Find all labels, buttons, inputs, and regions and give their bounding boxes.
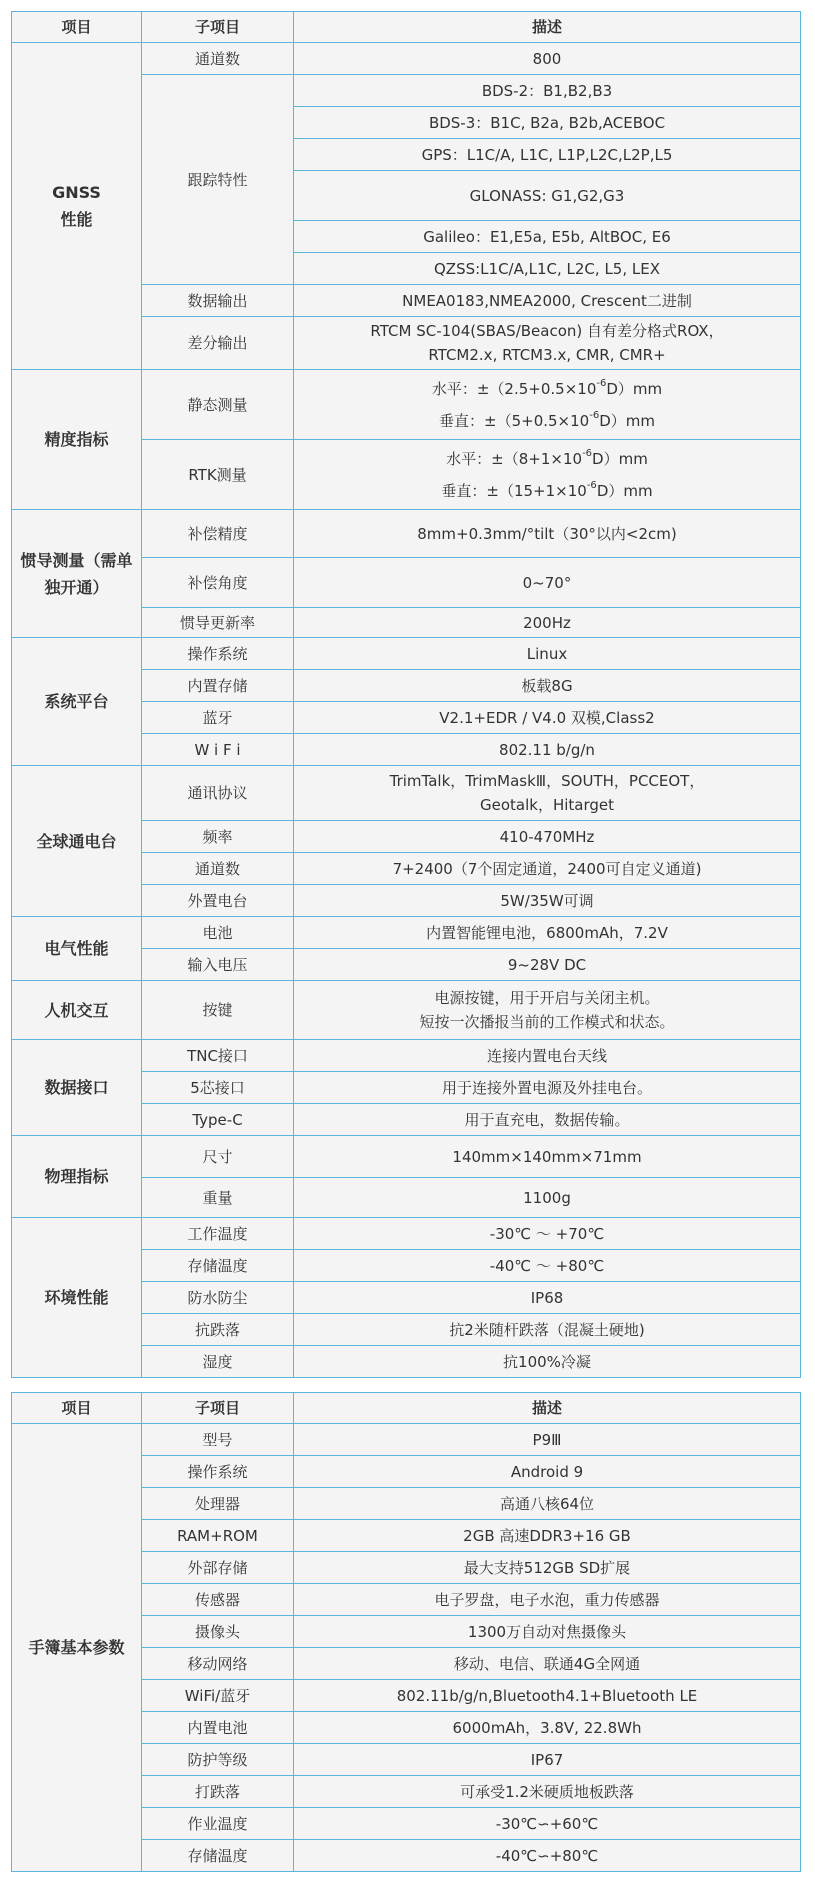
row-value: 7+2400（7个固定通道，2400可自定义通道) — [294, 853, 801, 885]
row-label: 输入电压 — [142, 949, 294, 981]
category-gnss — [12, 43, 142, 370]
row-label: 外置电台 — [142, 885, 294, 917]
row-value: P9Ⅲ — [294, 1424, 801, 1456]
row-value — [294, 981, 801, 1040]
row-value: IP67 — [294, 1744, 801, 1776]
spec-table-controller — [11, 1392, 801, 1872]
row-label: 操作系统 — [142, 1456, 294, 1488]
row-label: 工作温度 — [142, 1218, 294, 1250]
accuracy-vertical: 垂直：$\pm(5+0.5\times 10^{-6}D)mm$ — [439, 409, 655, 430]
row-label: 防水防尘 — [142, 1282, 294, 1314]
row-label: 摄像头 — [142, 1616, 294, 1648]
row-value: GPS：L1C/A, L1C, L1P,L2C,L2P,L5 — [294, 139, 801, 171]
row-label: 补偿精度 — [142, 510, 294, 558]
row-value: 5W/35W可调 — [294, 885, 801, 917]
category-electric: 电气性能 — [12, 917, 142, 981]
category-controller: 手簿基本参数 — [12, 1424, 142, 1872]
row-label: 湿度 — [142, 1346, 294, 1378]
row-value: 802.11 b/g/n — [294, 734, 801, 766]
row-label: 外部存储 — [142, 1552, 294, 1584]
row-value — [294, 317, 801, 370]
row-value: QZSS:L1C/A,L1C, L2C, L5, LEX — [294, 253, 801, 285]
row-label: 防护等级 — [142, 1744, 294, 1776]
row-value: -30℃ ～ +70℃ — [294, 1218, 801, 1250]
row-value: Galileo：E1,E5a, E5b, AltBOC, E6 — [294, 221, 801, 253]
row-label: 电池 — [142, 917, 294, 949]
row-label: TNC接口 — [142, 1040, 294, 1072]
table-row — [12, 370, 801, 440]
row-value: V2.1+EDR / V4.0 双模,Class2 — [294, 702, 801, 734]
row-value: 电子罗盘，电子水泡，重力传感器 — [294, 1584, 801, 1616]
row-label: 存储温度 — [142, 1840, 294, 1872]
accuracy-horizontal: 水平：$\pm(2.5+0.5\times 10^{-6}D)mm$ — [431, 377, 663, 398]
row-label: 移动网络 — [142, 1648, 294, 1680]
row-label: 5芯接口 — [142, 1072, 294, 1104]
row-value — [294, 440, 801, 510]
table-row — [12, 1218, 801, 1250]
row-label: RAM+ROM — [142, 1520, 294, 1552]
row-label: 频率 — [142, 821, 294, 853]
row-value: 8mm+0.3mm/°tilt（30°以内<2cm) — [294, 510, 801, 558]
row-value: BDS-2：B1,B2,B3 — [294, 75, 801, 107]
row-value: NMEA0183,NMEA2000, Crescent二进制 — [294, 285, 801, 317]
row-label: 传感器 — [142, 1584, 294, 1616]
category-imu-line1: 惯导测量（需单 — [20, 550, 133, 570]
category-imu-line2: 独开通） — [44, 577, 109, 597]
row-label: 按键 — [142, 981, 294, 1040]
row-value: 6000mAh，3.8V, 22.8Wh — [294, 1712, 801, 1744]
table-row — [12, 1040, 801, 1072]
row-value: 抗2米随杆跌落（混凝土硬地) — [294, 1314, 801, 1346]
category-environment: 环境性能 — [12, 1218, 142, 1378]
row-label: 补偿角度 — [142, 558, 294, 608]
row-label: W i F i — [142, 734, 294, 766]
table-row — [12, 638, 801, 670]
row-value: 抗100%冷凝 — [294, 1346, 801, 1378]
row-value: 200Hz — [294, 608, 801, 638]
accuracy-horizontal: 水平：$\pm(8+1\times 10^{-6}D)mm$ — [446, 447, 648, 468]
table-row — [12, 917, 801, 949]
row-value: 可承受1.2米硬质地板跌落 — [294, 1776, 801, 1808]
row-value: GLONASS: G1,G2,G3 — [294, 171, 801, 221]
row-label: 差分输出 — [142, 317, 294, 370]
category-physical: 物理指标 — [12, 1136, 142, 1218]
category-hmi: 人机交互 — [12, 981, 142, 1040]
table-row — [12, 1136, 801, 1178]
header-subitem: 子项目 — [142, 12, 294, 43]
header-subitem: 子项目 — [142, 1393, 294, 1424]
table-row — [12, 43, 801, 75]
row-value: 140mm×140mm×71mm — [294, 1136, 801, 1178]
row-label: 作业温度 — [142, 1808, 294, 1840]
row-label: 操作系统 — [142, 638, 294, 670]
row-value — [294, 766, 801, 821]
row-label: 尺寸 — [142, 1136, 294, 1178]
row-label: 处理器 — [142, 1488, 294, 1520]
row-value: -40℃∽+80℃ — [294, 1840, 801, 1872]
row-label: 通讯协议 — [142, 766, 294, 821]
row-label: 重量 — [142, 1178, 294, 1218]
row-label: 内置电池 — [142, 1712, 294, 1744]
row-value: 高通八核64位 — [294, 1488, 801, 1520]
row-label: 通道数 — [142, 43, 294, 75]
value-line: RTCM SC-104(SBAS/Beacon) 自有差分格式ROX， — [370, 322, 724, 340]
row-label: RTK测量 — [142, 440, 294, 510]
header-description: 描述 — [294, 1393, 801, 1424]
row-value: 1300万自动对焦摄像头 — [294, 1616, 801, 1648]
value-line: Geotalk，Hitarget — [479, 796, 614, 814]
table-row — [12, 1424, 801, 1456]
row-value: -40℃ ～ +80℃ — [294, 1250, 801, 1282]
row-label: Type-C — [142, 1104, 294, 1136]
row-value — [294, 370, 801, 440]
row-value: Android 9 — [294, 1456, 801, 1488]
row-value: 800 — [294, 43, 801, 75]
category-ports: 数据接口 — [12, 1040, 142, 1136]
table-header-row — [12, 12, 801, 43]
table-header-row — [12, 1393, 801, 1424]
table-row — [12, 510, 801, 558]
row-label: 静态测量 — [142, 370, 294, 440]
header-item: 项目 — [12, 12, 142, 43]
row-label: 存储温度 — [142, 1250, 294, 1282]
row-value: 用于连接外置电源及外挂电台。 — [294, 1072, 801, 1104]
category-gnss-line2: 性能 — [60, 210, 93, 229]
table-row — [12, 981, 801, 1040]
row-value: 0~70° — [294, 558, 801, 608]
value-line: 短按一次播报当前的工作模式和状态。 — [419, 1013, 675, 1031]
value-line: 电源按键，用于开启与关闭主机。 — [434, 989, 660, 1007]
row-value: 9~28V DC — [294, 949, 801, 981]
row-label: 型号 — [142, 1424, 294, 1456]
row-value: BDS-3：B1C, B2a, B2b,ACEBOC — [294, 107, 801, 139]
row-label: 内置存储 — [142, 670, 294, 702]
category-system: 系统平台 — [12, 638, 142, 766]
row-value: 2GB 高速DDR3+16 GB — [294, 1520, 801, 1552]
row-label: 惯导更新率 — [142, 608, 294, 638]
row-label: 打跌落 — [142, 1776, 294, 1808]
category-accuracy: 精度指标 — [12, 370, 142, 510]
row-value: 移动、电信、联通4G全网通 — [294, 1648, 801, 1680]
value-line: RTCM2.x, RTCM3.x, CMR, CMR+ — [428, 346, 666, 364]
value-line: TrimTalk，TrimMaskⅢ，SOUTH，PCCEOT， — [389, 772, 705, 790]
header-description: 描述 — [294, 12, 801, 43]
row-value: IP68 — [294, 1282, 801, 1314]
row-label: 数据输出 — [142, 285, 294, 317]
row-value: 1100g — [294, 1178, 801, 1218]
row-value: 内置智能锂电池，6800mAh，7.2V — [294, 917, 801, 949]
row-value: 802.11b/g/n,Bluetooth4.1+Bluetooth LE — [294, 1680, 801, 1712]
row-value: 板载8G — [294, 670, 801, 702]
spec-table-receiver — [11, 11, 801, 1378]
category-gnss-line1: GNSS — [52, 183, 101, 202]
row-label: 抗跌落 — [142, 1314, 294, 1346]
row-label: 通道数 — [142, 853, 294, 885]
row-value: 用于直充电，数据传输。 — [294, 1104, 801, 1136]
category-radio: 全球通电台 — [12, 766, 142, 917]
header-item: 项目 — [12, 1393, 142, 1424]
table-row — [12, 766, 801, 821]
accuracy-vertical: 垂直：$\pm(15+1\times 10^{-6}D)mm$ — [441, 479, 653, 500]
row-value: 410-470MHz — [294, 821, 801, 853]
row-value: -30℃∽+60℃ — [294, 1808, 801, 1840]
category-imu — [12, 510, 142, 638]
row-label: 蓝牙 — [142, 702, 294, 734]
row-value: 最大支持512GB SD扩展 — [294, 1552, 801, 1584]
row-label: 跟踪特性 — [142, 75, 294, 285]
row-value: Linux — [294, 638, 801, 670]
row-value: 连接内置电台天线 — [294, 1040, 801, 1072]
row-label: WiFi/蓝牙 — [142, 1680, 294, 1712]
